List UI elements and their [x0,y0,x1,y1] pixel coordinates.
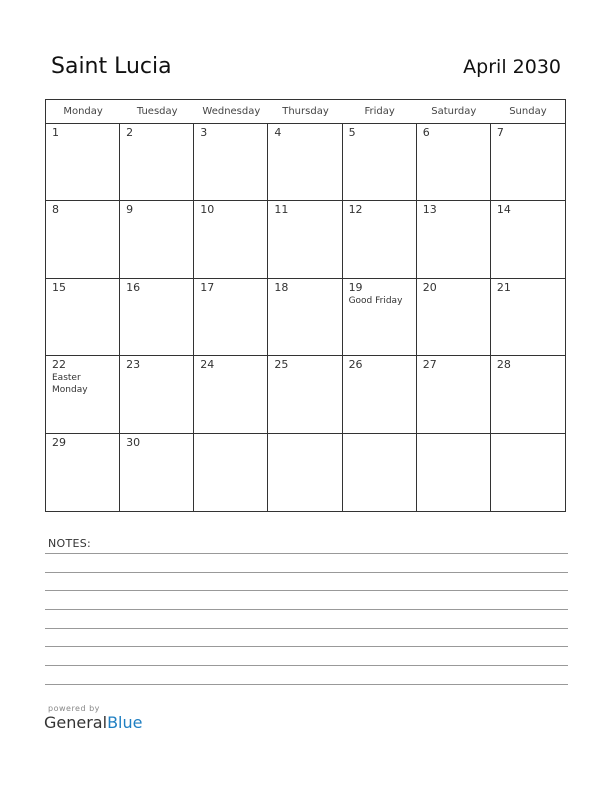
day-number: 15 [52,280,66,294]
calendar-day-cell [343,124,417,201]
brand-name-general: General [44,713,108,732]
calendar-day-cell [343,356,417,433]
calendar-day-cell [491,434,565,511]
calendar-day-cell [120,201,194,278]
weekday-header-friday: Friday [364,106,395,117]
notes-line [45,684,568,685]
day-number: 26 [348,358,363,372]
calendar-day-cell [268,279,342,356]
weekday-header-tuesday: Tuesday [136,106,178,117]
brand-name-blue: Blue [107,713,143,732]
day-number: 22 [52,358,66,372]
day-number: 9 [126,203,134,217]
notes-line [45,628,568,629]
day-number: 7 [496,126,504,139]
brand-name [44,713,142,732]
day-number: 29 [52,435,66,449]
day-number: 13 [422,203,437,217]
calendar-day-cell [268,201,342,278]
day-number: 12 [348,203,363,217]
weekday-header-saturday: Saturday [431,106,477,117]
day-number: 21 [496,280,511,294]
calendar-day-cell [46,279,120,356]
generalblue-logo [44,704,142,732]
weekday-header-monday: Monday [63,106,103,117]
calendar-day-cell [46,201,120,278]
calendar-day-cell [343,201,417,278]
weekday-header-sunday: Sunday [509,106,547,117]
day-number: 5 [348,126,356,139]
calendar-day-cell [268,356,342,433]
calendar-table [45,99,566,512]
day-number: 11 [274,203,289,217]
day-number: 23 [126,358,141,372]
holiday-label: Easter Monday [52,373,88,396]
calendar-day-cell [417,356,491,433]
notes-label: NOTES: [48,537,92,550]
day-number: 17 [200,280,215,294]
day-number: 18 [274,280,289,294]
day-number: 19 [348,280,363,294]
calendar-day-cell [194,279,268,356]
calendar-day-cell [120,279,194,356]
calendar-day-cell [417,201,491,278]
day-number: 16 [126,280,141,294]
calendar-day-cell [194,124,268,201]
month-year-title: April 2030 [463,56,561,78]
calendar-day-cell [194,434,268,511]
calendar-day-cell [46,434,120,511]
day-number: 28 [496,358,511,372]
calendar-day-cell [417,279,491,356]
day-number: 25 [274,358,289,372]
powered-by-text: powered by [48,704,100,713]
calendar-day-cell [491,279,565,356]
day-number: 10 [200,203,215,217]
day-number: 6 [422,126,430,139]
calendar-day-cell [194,356,268,433]
day-number: 8 [52,203,59,217]
calendar-day-cell [120,356,194,433]
notes-line [45,553,568,554]
calendar-day-cell [46,124,120,201]
notes-line [45,590,568,591]
country-title: Saint Lucia [51,54,172,79]
day-number: 24 [200,358,215,372]
calendar-day-cell [120,124,194,201]
day-number: 30 [126,435,141,449]
day-number: 2 [126,126,134,139]
day-number: 27 [422,358,437,372]
calendar-day-cell [194,201,268,278]
calendar-day-cell [491,356,565,433]
notes-line [45,665,568,666]
calendar-day-cell [491,124,565,201]
calendar-day-cell [491,201,565,278]
notes-line [45,572,568,573]
calendar-day-cell [268,434,342,511]
weekday-header-wednesday: Wednesday [202,106,261,117]
calendar-day-cell [120,434,194,511]
calendar-day-cell [46,356,120,433]
calendar-day-cell [268,124,342,201]
day-number: 1 [52,126,59,139]
notes-line [45,609,568,610]
weekday-header-row [46,100,565,124]
calendar-day-cell [343,279,417,356]
day-number: 20 [422,280,437,294]
day-number: 3 [200,126,208,139]
notes-line [45,646,568,647]
day-number: 14 [496,203,511,217]
calendar-grid [46,124,565,511]
calendar-day-cell [417,434,491,511]
calendar-day-cell [417,124,491,201]
weekday-header-thursday: Thursday [282,106,329,117]
holiday-label: Good Friday [348,295,403,306]
calendar-day-cell [343,434,417,511]
day-number: 4 [274,126,282,139]
